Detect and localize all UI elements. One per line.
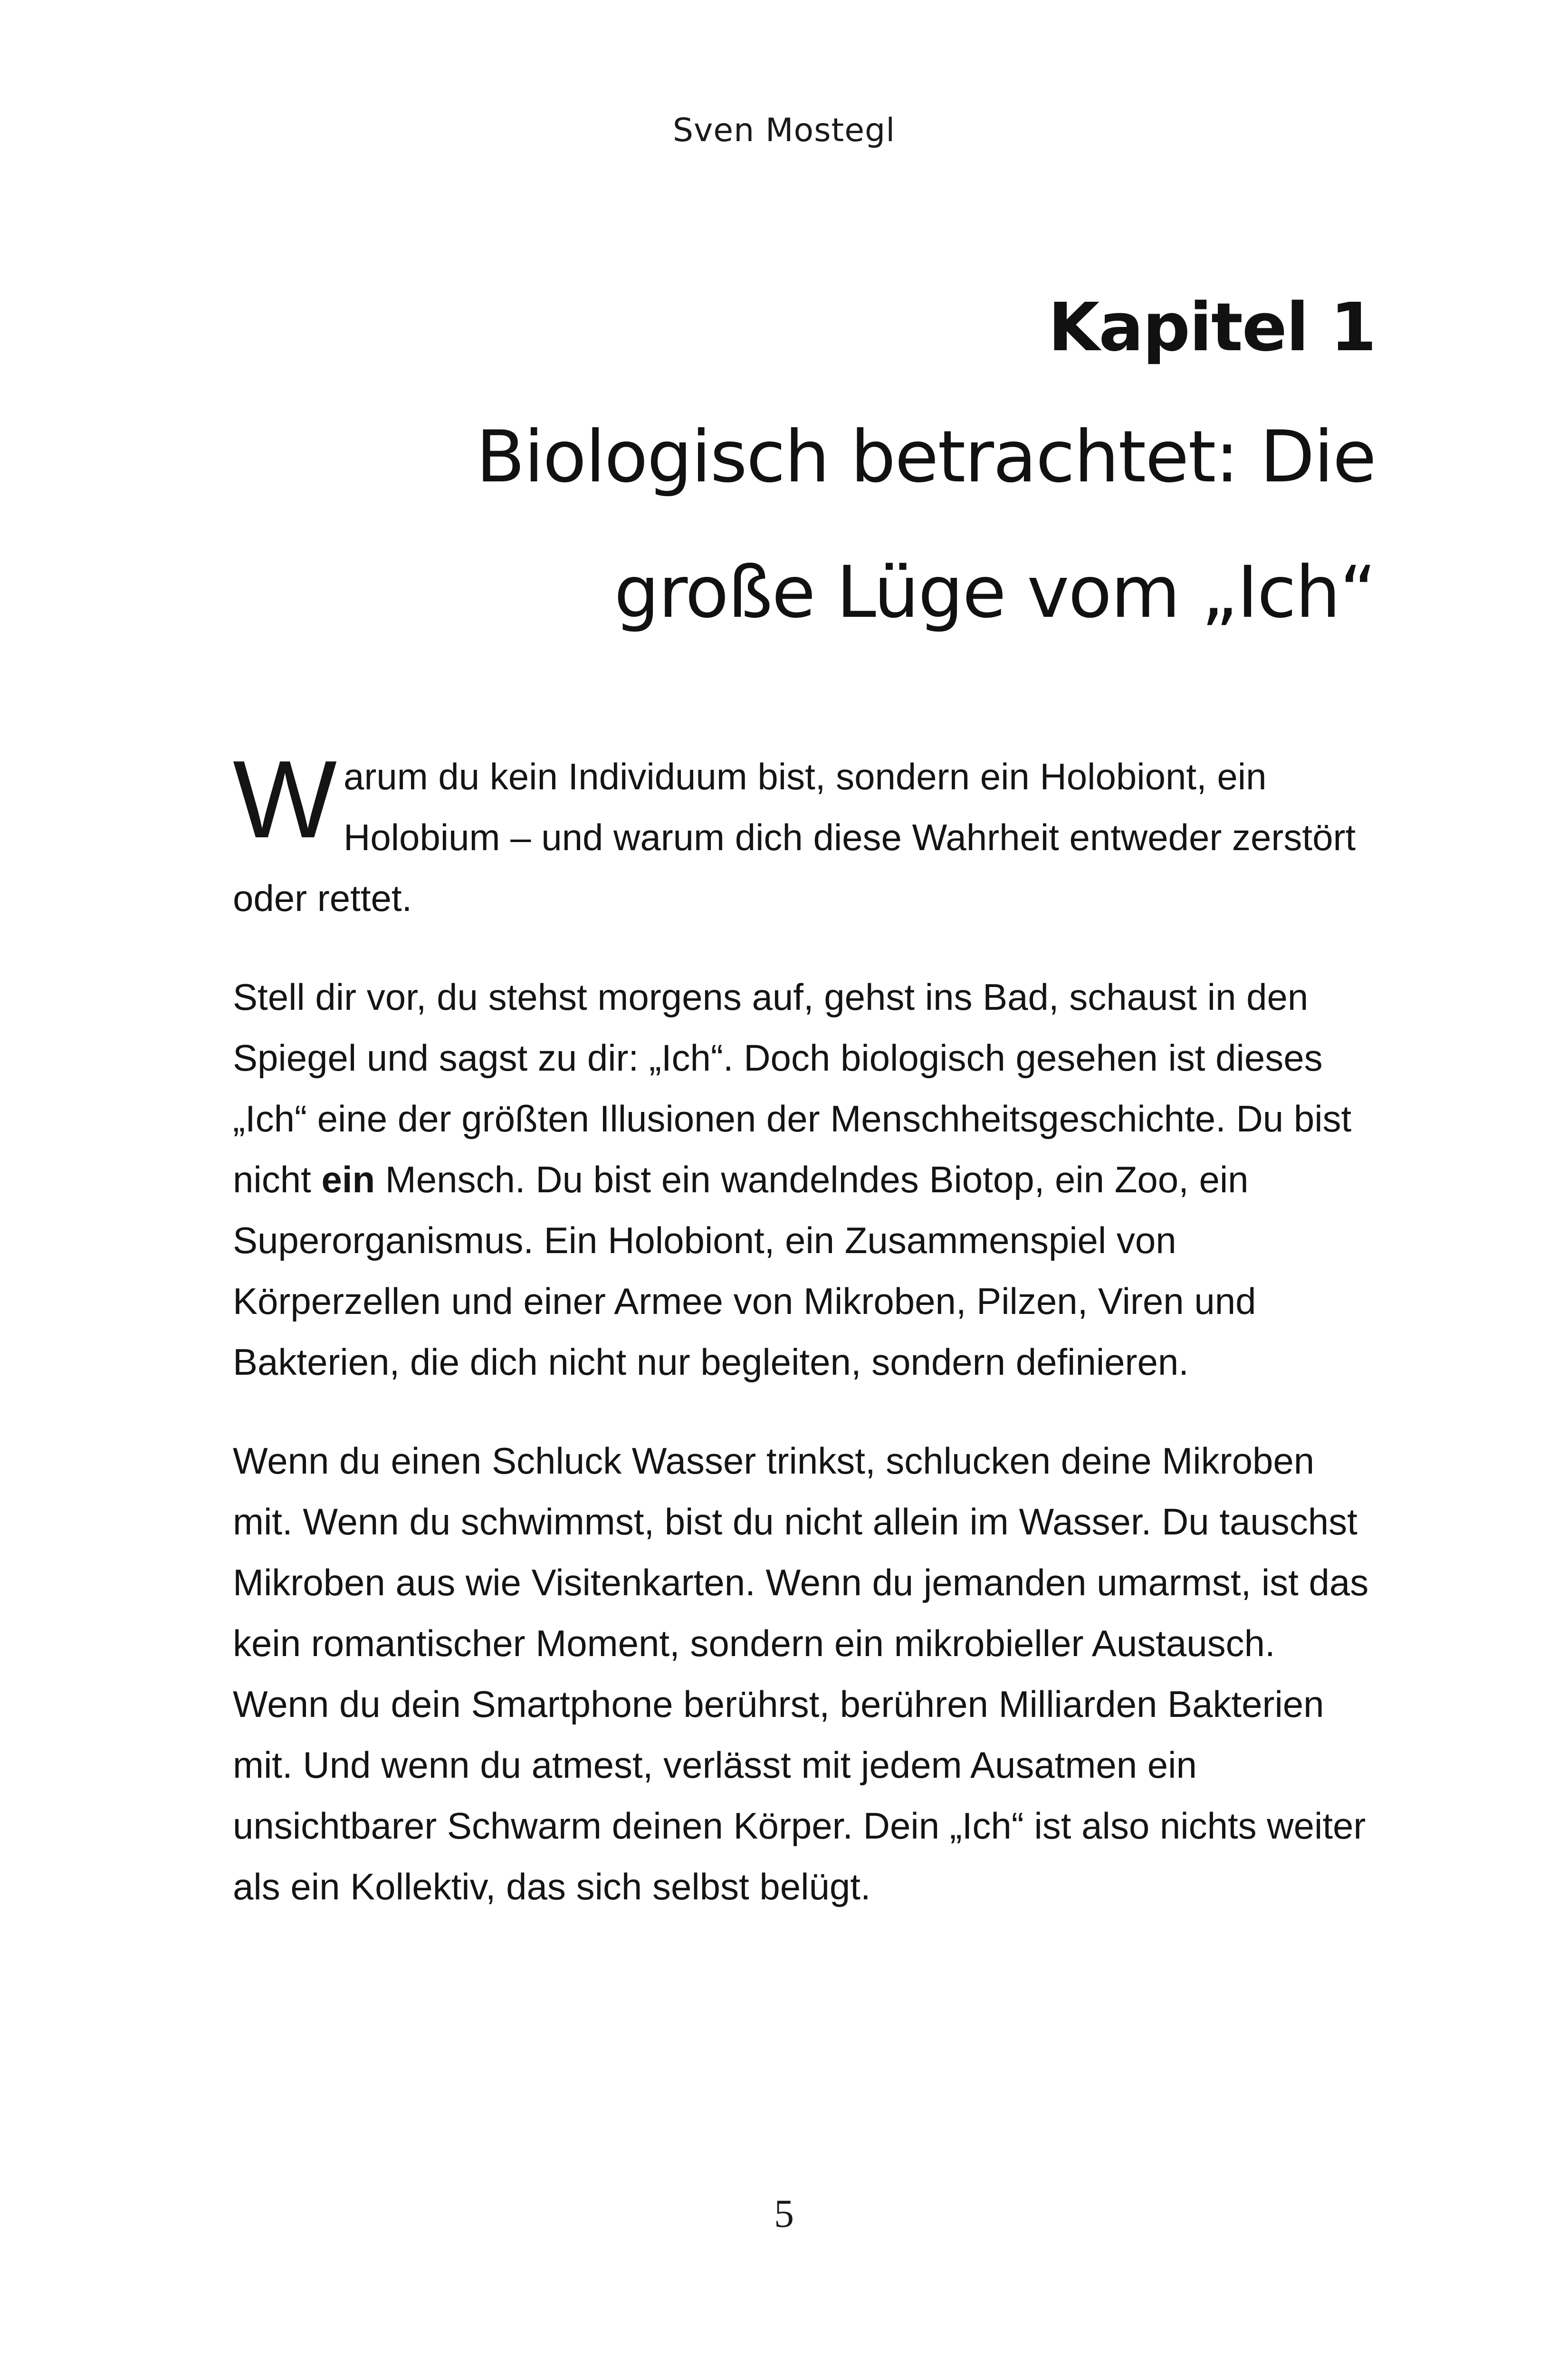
paragraph-intro-text: arum du kein Individuum bist, sondern ein Holobiont, ein Holobium – und warum dich diese Wahrheit entweder zerstört oder rettet. <box>233 756 1356 919</box>
chapter-title-line-1: Biologisch betrachtet: Die <box>476 416 1376 498</box>
chapter-title <box>233 390 1376 661</box>
drop-cap: W <box>233 738 337 861</box>
paragraph-2-emphasis: ein <box>321 1159 375 1200</box>
chapter-body <box>233 738 1376 1955</box>
chapter-heading <box>233 280 1376 661</box>
page-number: 5 <box>774 2192 794 2236</box>
chapter-title-line-2: große Lüge vom „Ich“ <box>614 551 1376 634</box>
paragraph-2-text-b: Mensch. Du bist ein wandelndes Biotop, ein Zoo, ein Superorganismus. Ein Holobiont, ein Zusammenspiel von Körperzellen und einer Armee von Mikroben, Pilzen, Viren und Bakterien, die dich nicht nur begleiten, sondern definieren. <box>233 1159 1256 1383</box>
paragraph-intro <box>233 738 1376 929</box>
running-header-author: Sven Mostegl <box>672 112 896 149</box>
chapter-label: Kapitel 1 <box>1048 289 1376 366</box>
paragraph-2 <box>233 967 1376 1392</box>
paragraph-2-text-a: Stell dir vor, du stehst morgens auf, gehst ins Bad, schaust in den Spiegel und sagst zu dir: „Ich“. Doch biologisch gesehen ist dieses „Ich“ eine der größten Illusionen der Menschheitsgeschichte. Du bist nicht <box>233 976 1352 1200</box>
paragraph-3: Wenn du einen Schluck Wasser trinkst, schlucken deine Mikroben mit. Wenn du schwimmst, bist du nicht allein im Wasser. Du tauschst Mikroben aus wie Visitenkarten. Wenn du jemanden umarmst, ist das kein romantischer Moment, sondern ein mikrobieller Austausch. Wenn du dein Smartphone berührst, berühren Milliarden Bakterien mit. Und wenn du atmest, verlässt mit jedem Ausatmen ein unsichtbarer Schwarm deinen Körper. Dein „Ich“ ist also nichts weiter als ein Kollektiv, das sich selbst belügt. <box>233 1440 1369 1907</box>
